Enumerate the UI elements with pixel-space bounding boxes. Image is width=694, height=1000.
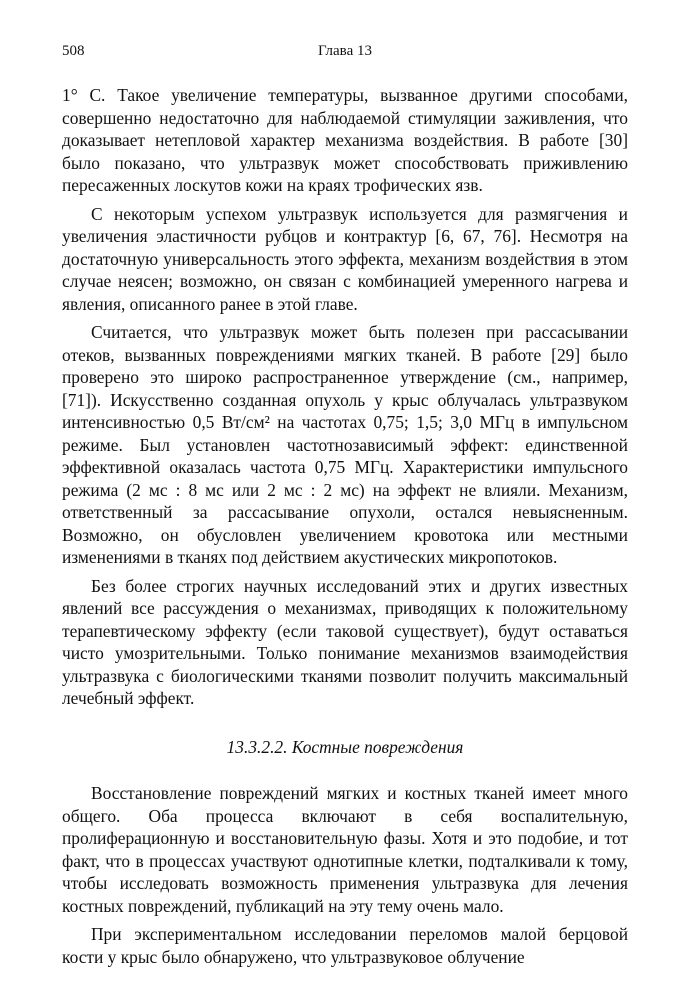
- paragraph-scars: С некоторым успехом ультразвук используется для размягчения и увеличения эластичности рубцов и контрактур [6, 67, 76]. Несмотря на достаточную универсальность этого эффекта, механизм воздействия в этом случае неясен; возможно, он связан с комбинацией умеренного нагрева и явления, описанного ранее в этой главе.: [62, 203, 628, 314]
- page-body: [62, 84, 628, 974]
- paragraph-bone-repair: Восстановление повреждений мягких и костных тканей имеет много общего. Оба процесса включают в себя воспалительную, пролиферационную и восстановительную фазы. Хотя и это подобие, и тот факт, что в процессах участвуют однотипные клетки, подталкивали к тому, чтобы исследовать возможность применения ультразвука для лечения костных повреждений, публикаций на эту тему очень мало.: [62, 783, 628, 916]
- page-header: [62, 40, 628, 62]
- paragraph-continuation: 1° С. Такое увеличение температуры, вызванное другими способами, совершенно недостаточно для наблюдаемой стимуляции заживления, что доказывает нетепловой характер механизма воздействия. В работе [30] было показано, что ультразвук может способствовать приживлению пересаженных лоскутов кожи на краях трофических язв.: [62, 85, 628, 195]
- paragraph-edema: Считается, что ультразвук может быть полезен при рассасывании отеков, вызванных повреждениями мягких тканей. В работе [29] было проверено это широко распространенное утверждение (см., например, [71]). Искусственно созданная опухоль у крыс облучалась ультразвуком интенсивностью 0,5 Вт/см² на частотах 0,75; 1,5; 3,0 МГц в импульсном режиме. Был установлен частотнозависимый эффект: единственной эффективной оказалась частота 0,75 МГц. Характеристики импульсного режима (2 мс : 8 мс или 2 мс : 2 мс) на эффект не влияли. Механизм, ответственный за рассасывание опухоли, остался невыясненным. Возможно, он обусловлен увеличением кровотока или местными изменениями в тканях под действием акустических микропотоков.: [62, 322, 628, 567]
- section-heading: 13.3.2.2. Костные повреждения: [226, 736, 464, 757]
- paragraph-fracture-study: При экспериментальном исследовании переломов малой берцовой кости у крыс было обнаружено, что ультразвуковое облучение: [62, 924, 628, 967]
- running-head: Глава 13: [318, 43, 372, 59]
- paragraph-mechanisms: Без более строгих научных исследований этих и других известных явлений все рассуждения о механизмах, приводящих к положительному терапевтическому эффекту (если таковой существует), будут оставаться чисто умозрительными. Только понимание механизмов взаимодействия ультразвука с биологическими тканями позволит получить максимальный лечебный эффект.: [62, 575, 628, 708]
- page-number: 508: [62, 43, 85, 59]
